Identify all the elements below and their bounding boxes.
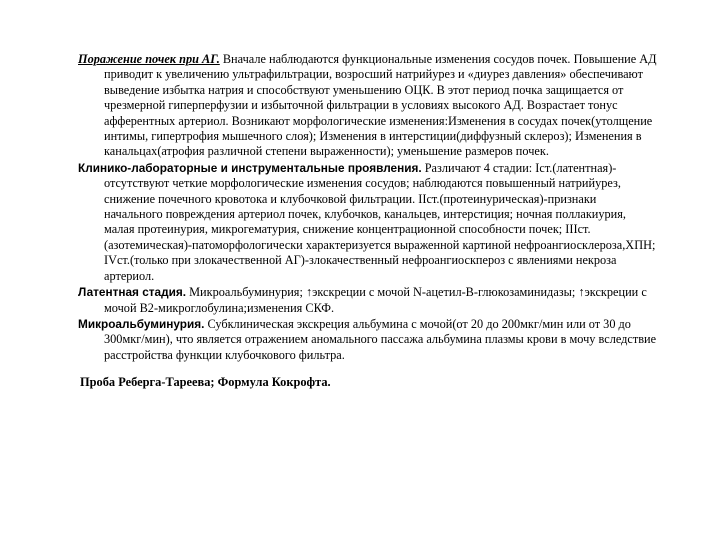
paragraph-lead: Проба Реберга-Тареева; Формула Кокрофта. [80, 375, 331, 390]
paragraph-body: Вначале наблюдаются функциональные изменения сосудов почек. Повышение АД приводит к увеличению ультрафильтрации, возросший натрийурез и «диурез давления» обеспечивают выведение избытка натрия и способствуют уменьшению ОЦК. В этот период почка защищается от чрезмерной гиперперфузии и избыточной фильтрации в условиях высокого АД. Возрастает тонус афферентных артериол. Возникают морфологические изменения:Изменения в сосудах почек(утолщение интимы, гипертрофия мышечного слоя); Изменения в интерстиции(диффузный склероз); Изменения в канальцах(атрофия различной степени выраженности); уменьшение размеров почек. [104, 52, 657, 159]
paragraph-microalbuminuria [78, 317, 658, 363]
paragraph-lead: Клинико-лабораторные и инструментальные проявления. [78, 160, 422, 175]
paragraph-lead: Микроальбуминурия. [78, 316, 205, 331]
paragraph-body: Микроальбуминурия; ↑экскреции с мочой N-ацетил-В-глюкозаминидазы; ↑экскреции с мочой В2-микроглобулина;изменения СКФ. [104, 285, 647, 315]
paragraph-latent-stage [78, 285, 658, 316]
slide-text-body [78, 52, 658, 392]
paragraph-body: Различают 4 стадии: Iст.(латентная)-отсутствуют четкие морфологические изменения сосудов; наблюдаются повышенный натрийурез, снижение почечного кровотока и клубочковой фильтрации. IIст.(протеинурическая)-признаки начального повреждения артериол почек, клубочков, канальцев, интерстиция; ночная поллакиурия, малая протеинурия, микрогематурия, снижение концентрационной способности почек; IIIст.(азотемическая)-патоморфологически характеризуется выраженной картиной нефроангиосклероза,ХПН; IVст.(только при злокачественной АГ)-злокачественный нефроангиоскпероз с явлениями некроза артериол. [104, 160, 656, 283]
paragraph-lead: Поражение почек при АГ. [78, 52, 220, 66]
paragraph-clinical-manifestations [78, 161, 658, 284]
paragraph-body: Субклиническая экскреция альбумина с мочой(от 20 до 200мкг/мин или от 30 до 300мкг/мин), что является отражением аномального пассажа альбумина плазмы крови в мочу вследствие расстройства функции клубочкового фильтра. [104, 316, 657, 362]
paragraph-tests [78, 375, 658, 390]
paragraph-kidney-damage [78, 52, 658, 160]
paragraph-lead: Латентная стадия. [78, 285, 187, 300]
